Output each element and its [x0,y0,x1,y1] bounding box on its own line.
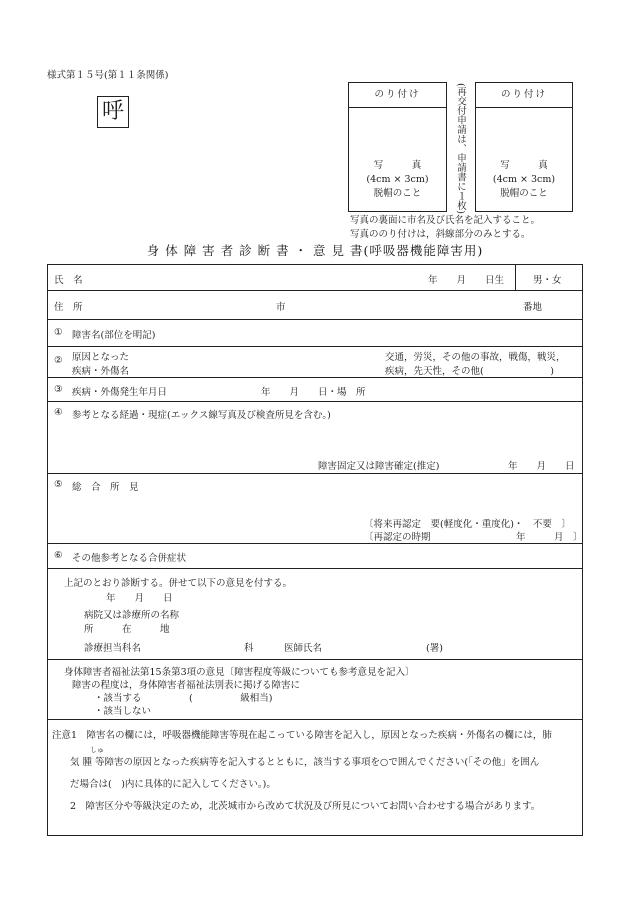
row4-number: ④ [54,407,63,418]
opinion-heading: 身体障害者福祉法第15条第3項の意見〔障害程度等級についても参考意見を記入〕 [64,667,415,678]
opinion-not-applicable: ・該当しない [94,706,152,717]
row1-label: 障害名(部位を明記) [72,330,156,341]
row6-label: その他参考となる合併症状 [72,553,187,564]
doctor-name-label: 医師氏名 [284,643,323,654]
footnote-1c: だ場合は( )内に具体的に記入してください。)。 [70,779,276,790]
gender-divider [515,265,516,290]
row2-options2: 疾病，先天性，その他( ) [385,366,554,377]
row-divider [48,568,582,569]
row6-number: ⑥ [54,550,63,561]
banchi-label: 番地 [523,302,543,313]
photo-note: 脱帽のこと [500,188,548,199]
ka-label: 科 [244,643,254,654]
photo-box-1 [348,82,447,212]
photo-label: 写 真 [373,160,422,171]
department-label: 診療担当科名 [84,643,142,654]
address-label: 住 所 [54,302,83,313]
row3-number: ③ [54,384,63,395]
row4-fixed-label: 障害固定又は障害確定(推定) [318,461,440,472]
row-divider [48,659,582,660]
row5-reexam-period: 〔再認定の時期 年 月 〕 [364,532,583,543]
diagnosis-date: 年 月 日 [106,593,173,604]
photo-box-1-body [349,159,446,201]
row-divider [48,346,582,347]
row3-label: 疾病・外傷発生年月日 [72,387,168,398]
row-divider [48,290,582,291]
seal-mark: (署) [426,643,443,654]
row3-date: 年 月 日・場 所 [261,387,366,398]
diagnosis-statement: 上記のとおり診断する。併せて以下の意見を付する。 [64,578,293,589]
birth-date: 年 月 日生 [428,275,505,286]
row2-options1: 交通，労災，その他の事故，戦傷，戦災， [385,352,566,363]
row-divider [48,473,582,474]
photo-box-2 [475,82,573,212]
photo-note-2: 写真ののり付けは，斜線部分のみとする。 [350,229,531,240]
photo-note: 脱帽のこと [373,188,422,199]
row4-label: 参考となる経過・現症(エックス線写真及び検査所見を含む。) [72,410,331,421]
stamp-kanji-box: 呼 [97,96,129,128]
row5-number: ⑤ [54,479,63,490]
row4-date: 年 月 日 [508,461,575,472]
row5-label: 総 合 所 見 [72,482,139,493]
diagnosis-form [47,264,583,836]
row-divider [48,719,582,720]
row-divider [48,377,582,378]
row5-reexam: 〔将来再認定 要(軽度化・重度化)・ 不要 〕 [364,519,571,530]
hospital-location-label: 所 在 地 [84,624,170,635]
footnote-1a: 注意1 障害名の欄には，呼吸器機能障害等現在起こっている障害を記入し，原因となった疾病・外傷名の欄には，肺 [52,730,552,741]
document-title: 身 体 障 害 者 診 断 書 ・ 意 見 書(呼吸器機能障害用) [146,243,484,258]
row2-number: ② [54,355,63,366]
row2-label2: 疾病・外傷名 [72,366,130,377]
row-divider [48,543,582,544]
reissue-note: (再交付申請は、申請書に１枚) [455,83,466,214]
footnote-1b: 気 腫 等障害の原因となった疾病等を記入するとともに，該当する事項を○で囲んでください(「その他」を囲ん [70,757,540,768]
opinion-degree: 障害の程度は，身体障害者福祉法別表に掲げる障害に [72,680,301,691]
name-label: 氏 名 [54,275,83,286]
photo-box-2-header: のり付け [476,83,572,108]
photo-box-2-body [476,159,572,201]
photo-label: 写 真 [500,160,548,171]
gender-options: 男・女 [533,275,562,286]
row-divider [48,401,582,402]
photo-size: (4cm × 3cm) [366,174,429,185]
hospital-name-label: 病院又は診療所の名称 [84,610,180,621]
ruby-shu: しゅ [90,746,104,754]
row2-label1: 原因となった [72,352,130,363]
row1-number: ① [54,327,63,338]
city-label: 市 [276,302,286,313]
photo-note-1: 写真の裏面に市名及び氏名を記入すること。 [350,215,541,226]
footnote-2: 2 障害区分や等級決定のため，北茨城市から改めて状況及び所見についてお問い合わせする場合があります。 [70,801,541,812]
photo-size: (4cm × 3cm) [492,174,556,185]
row-divider [48,319,582,320]
photo-box-1-header: のり付け [349,83,446,108]
opinion-applicable: ・該当する ( 級相当) [94,693,273,704]
form-number: 様式第１５号(第１１条関係) [47,70,169,81]
